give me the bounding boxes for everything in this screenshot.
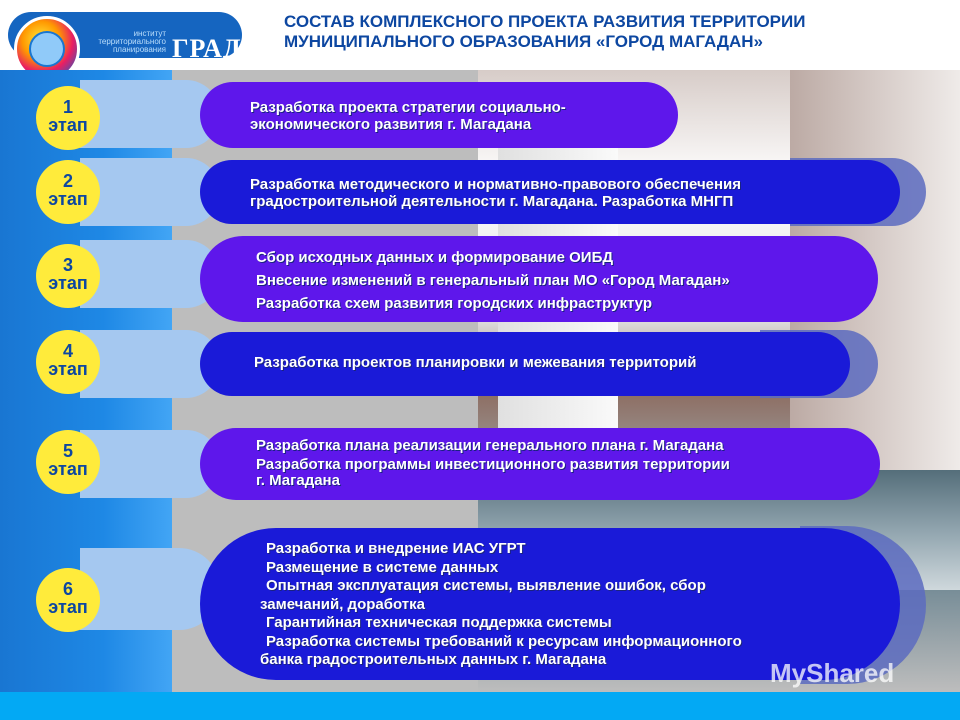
stage-text: замечаний, доработка	[260, 595, 425, 613]
stage-word: этап	[48, 115, 88, 135]
logo-name: ГРАД	[172, 34, 242, 63]
stage-4-badge	[36, 330, 100, 394]
stage-text: градостроительной деятельности г. Магадана. Разработка МНГП	[250, 193, 734, 210]
stage-5-card	[200, 428, 880, 500]
stage-text: Размещение в системе данных	[266, 558, 499, 576]
stage-text: экономического развития г. Магадана	[250, 116, 532, 133]
stage-connector	[80, 548, 220, 630]
stage-1-badge	[36, 86, 100, 150]
stage-number: 1	[62, 97, 73, 117]
stage-text: Разработка плана реализации генерального плана г. Магадана	[256, 437, 724, 454]
logo-text-line: планирования	[112, 45, 166, 54]
stage-number: 4	[62, 341, 73, 361]
stage-3-card	[200, 236, 878, 322]
stage-connector	[80, 240, 220, 308]
stage-1-card	[200, 82, 678, 148]
stage-2-badge	[36, 160, 100, 224]
stage-text: банка градостроительных данных г. Магадана	[260, 651, 607, 668]
stage-text: г. Магадана	[256, 472, 340, 489]
stage-connector	[80, 158, 220, 226]
watermark: MyShared	[770, 658, 895, 688]
stage-5-badge	[36, 430, 100, 494]
stage-text: Разработка методического и нормативно-правового обеспечения	[250, 176, 742, 193]
stage-text: Разработка программы инвестиционного развития территории	[256, 456, 730, 473]
stage-2-card	[200, 160, 900, 224]
stage-text: Гарантийная техническая поддержка системы	[266, 614, 612, 631]
stage-text: Сбор исходных данных и формирование ОИБД	[256, 249, 614, 266]
stage-connector	[80, 80, 220, 148]
header	[0, 0, 960, 64]
stage-text: Разработка схем развития городских инфраструктур	[256, 295, 652, 312]
page-title	[284, 12, 934, 52]
stage-word: этап	[48, 189, 88, 209]
logo-text-line: территориального	[98, 37, 166, 46]
title-line-1: СОСТАВ КОМПЛЕКСНОГО ПРОЕКТА РАЗВИТИЯ ТЕРРИТОРИИ	[284, 12, 806, 31]
logo-text-line: институт	[133, 29, 166, 38]
stage-number: 2	[62, 171, 73, 191]
logo	[8, 12, 242, 63]
bottom-bar	[0, 692, 960, 720]
stage-word: этап	[48, 273, 88, 293]
stage-word: этап	[48, 459, 88, 479]
stage-number: 3	[62, 255, 73, 275]
stage-4-card	[200, 332, 850, 396]
stage-connector	[80, 330, 220, 398]
stage-text: Разработка проектов планировки и межевания территорий	[254, 354, 697, 371]
stage-number: 5	[62, 441, 73, 461]
stage-text: Разработка системы требований к ресурсам информационного	[266, 632, 742, 650]
stage-number: 6	[62, 579, 73, 599]
stage-3-badge	[36, 244, 100, 308]
stage-text: Опытная эксплуатация системы, выявление ошибок, сбор	[266, 577, 706, 594]
stage-word: этап	[48, 359, 88, 379]
stage-text: Разработка проекта стратегии социально-	[250, 99, 566, 116]
stage-text: Разработка и внедрение ИАС УГРТ	[266, 540, 526, 557]
stage-connector	[80, 430, 220, 498]
stage-word: этап	[48, 597, 88, 617]
stage-text: Внесение изменений в генеральный план МО «Город Магадан»	[256, 272, 730, 289]
stage-6-badge	[36, 568, 100, 632]
title-line-2: МУНИЦИПАЛЬНОГО ОБРАЗОВАНИЯ «ГОРОД МАГАДАН»	[284, 32, 764, 51]
